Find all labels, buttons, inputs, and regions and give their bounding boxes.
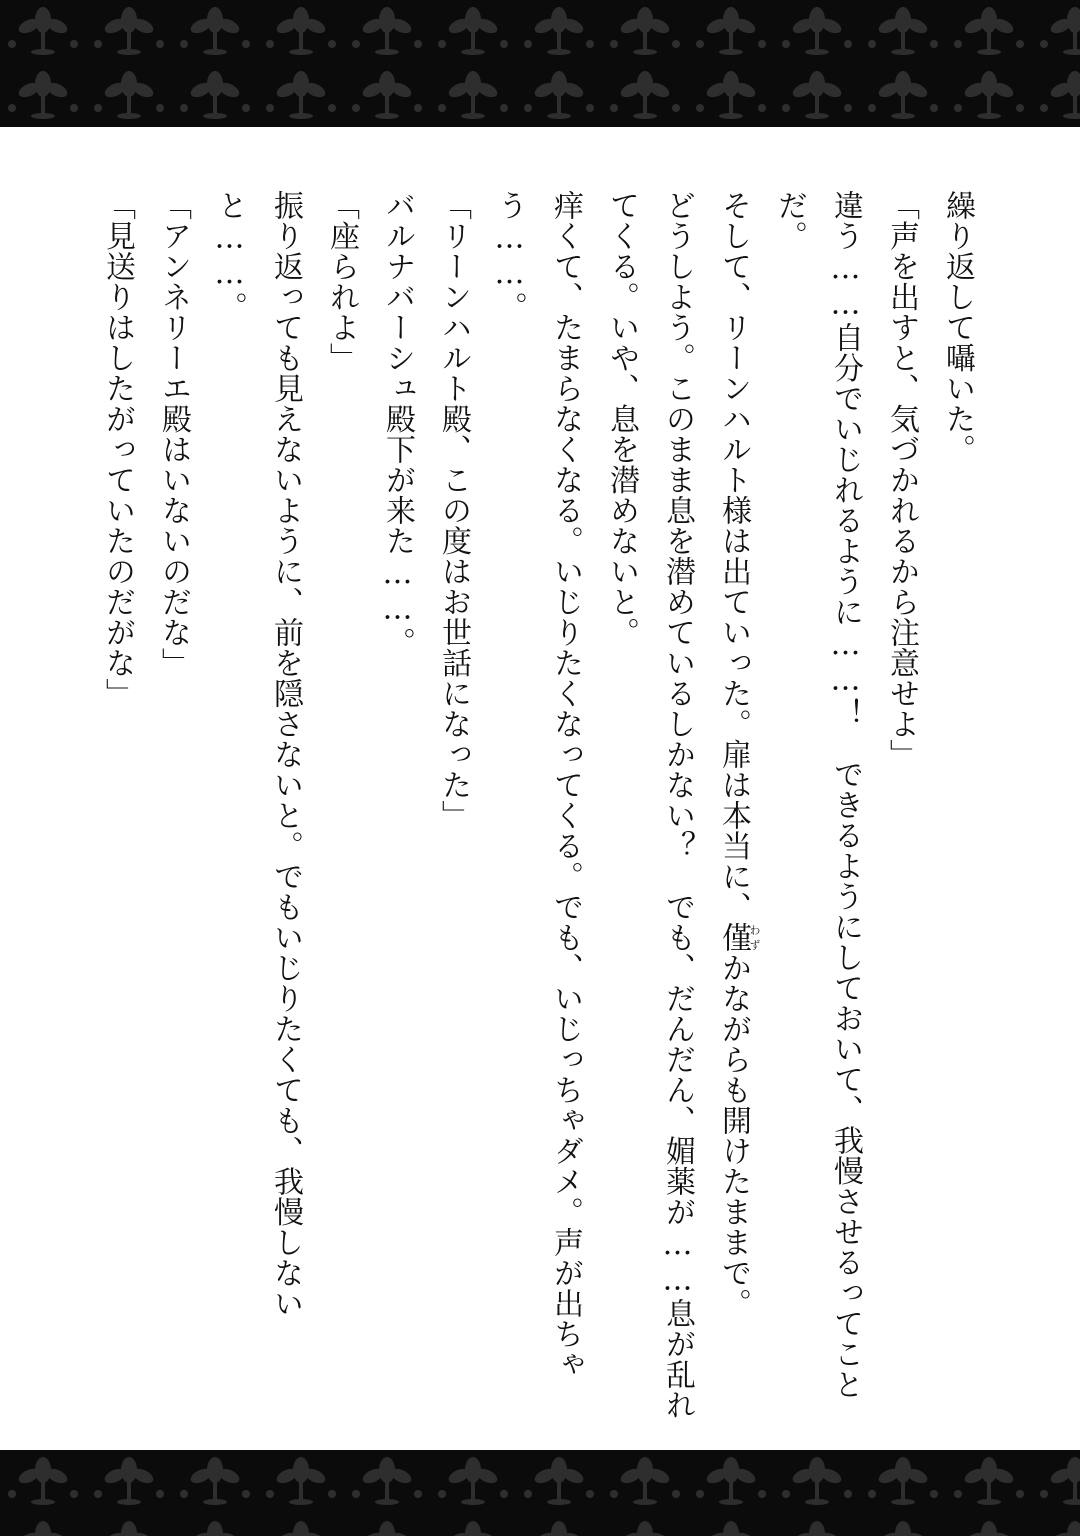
paragraph-10: 振り返っても見えないように、前を隠さないと。でもいじりたくても、我慢しないと……。 <box>212 190 303 1319</box>
ruby-base: 僅 <box>716 922 751 953</box>
bottom-ornament-pattern <box>0 1450 1080 1536</box>
ruby-reading: わず <box>748 922 761 953</box>
paragraph-3: 違う……自分でいじれるように……！ できるようにしておいて、我慢させるってことだ。 <box>772 190 863 1400</box>
paragraph-1: 繰り返して囁いた。 <box>940 190 975 465</box>
paragraph-11: 「アンネリーエ殿はいないのだな」 <box>156 190 191 678</box>
paragraph-6: 痒くて、たまらなくなる。いじりたくなってくる。でも、いじっちゃダメ。声が出ちゃう……。 <box>492 190 583 1380</box>
paragraph-2: 「声を出すと、気づかれるから注意せよ」 <box>884 190 919 770</box>
top-ornament-pattern <box>0 0 1080 127</box>
paragraph-8: バルナバーシュ殿下が来た……。 <box>380 190 415 658</box>
bottom-ornament-band <box>0 1450 1080 1536</box>
paragraph-4 <box>705 190 761 1420</box>
paragraph-12: 「見送りはしたがっていたのだがな」 <box>100 190 135 709</box>
top-ornament-band <box>0 0 1080 127</box>
paragraph-5: どうしよう。このまま息を潜めているしかない？ でも、だんだん、媚薬が……息が乱れてくる。いや、息を潜めないと。 <box>604 190 695 1420</box>
vertical-novel-text <box>89 190 985 1420</box>
furigana-ruby <box>716 922 761 953</box>
paragraph-9: 「座られよ」 <box>324 190 359 373</box>
paragraph-4-after: かながらも開けたままで。 <box>716 952 751 1319</box>
paragraph-7: 「リーンハルト殿、この度はお世話になった」 <box>436 190 471 831</box>
paragraph-4-before: そして、リーンハルト様は出ていった。扉は本当に、 <box>716 190 751 922</box>
